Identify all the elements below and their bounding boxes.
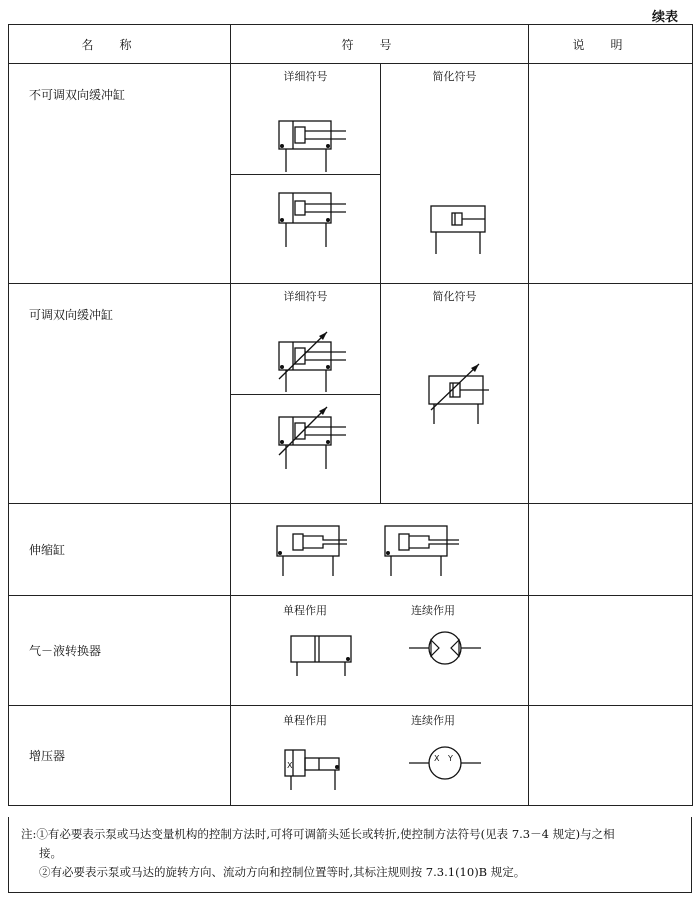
- detail-upper: [231, 284, 380, 394]
- row-name: 可调双向缓冲缸: [9, 284, 231, 504]
- adjustable-cushion-detail-alt-icon: [231, 395, 381, 495]
- note-line-1: 注:①有必要表示泵或马达变量机构的控制方法时,可将可调箭头延长或转折,使控制方法符号(见表 7.3－4 规定)与之相: [21, 827, 615, 841]
- remark-cell: [529, 284, 693, 504]
- note-line-3: ②有必要表示泵或马达的旋转方向、流动方向和控制位置等时,其标注规则按 7.3.1(10)B 规定。: [39, 865, 526, 879]
- row-name: 气－液转换器: [9, 596, 231, 706]
- row-name: 增压器: [9, 706, 231, 806]
- simple-label: 简化符号: [432, 290, 477, 303]
- footnote: [8, 817, 692, 893]
- header-name: 名称: [9, 25, 231, 64]
- simple-col: [381, 284, 528, 503]
- continued-label: 续表: [651, 10, 678, 25]
- symbol-cell: [231, 504, 529, 596]
- x-mark: X: [287, 761, 293, 770]
- adjustable-cushion-detail-icon: [231, 284, 381, 404]
- detail-lower: [231, 174, 380, 284]
- detail-upper: [231, 64, 380, 174]
- symbol-cell: [231, 284, 529, 504]
- symbol-table: [8, 24, 693, 806]
- adjustable-cushion-simple-icon: [381, 284, 528, 503]
- remark-cell: [529, 504, 693, 596]
- continuous-action-label: 连续作用: [411, 714, 455, 727]
- remark-cell: [529, 706, 693, 806]
- single-action-label: 单程作用: [283, 604, 327, 617]
- x-mark-right: X: [434, 754, 440, 763]
- detail-label: 详细符号: [283, 70, 328, 83]
- symbol-cell: [231, 706, 529, 806]
- cushion-cylinder-simple-icon: [381, 64, 528, 283]
- symbol-cell: [231, 64, 529, 284]
- remark-cell: [529, 596, 693, 706]
- detail-lower: [231, 394, 380, 504]
- intensifier-icon: [231, 706, 529, 806]
- telescopic-cylinder-icon: [231, 504, 529, 596]
- single-action-label: 单程作用: [283, 714, 327, 727]
- y-mark: Y: [448, 754, 453, 763]
- symbol-cell: [231, 596, 529, 706]
- simple-col: [381, 64, 528, 283]
- simple-label: 简化符号: [432, 70, 477, 83]
- note-line-2: 接。: [39, 846, 62, 860]
- cushion-cylinder-detail-icon: [231, 64, 381, 184]
- remark-cell: [529, 64, 693, 284]
- gas-liquid-converter-icon: [231, 596, 529, 706]
- row-name: 伸缩缸: [9, 504, 231, 596]
- detail-label: 详细符号: [283, 290, 328, 303]
- row-name: 不可调双向缓冲缸: [9, 64, 231, 284]
- header-remark: 说明: [529, 25, 693, 64]
- continuous-action-label: 连续作用: [411, 604, 455, 617]
- header-symbol: 符号: [231, 25, 529, 64]
- cushion-cylinder-detail-alt-icon: [231, 175, 381, 275]
